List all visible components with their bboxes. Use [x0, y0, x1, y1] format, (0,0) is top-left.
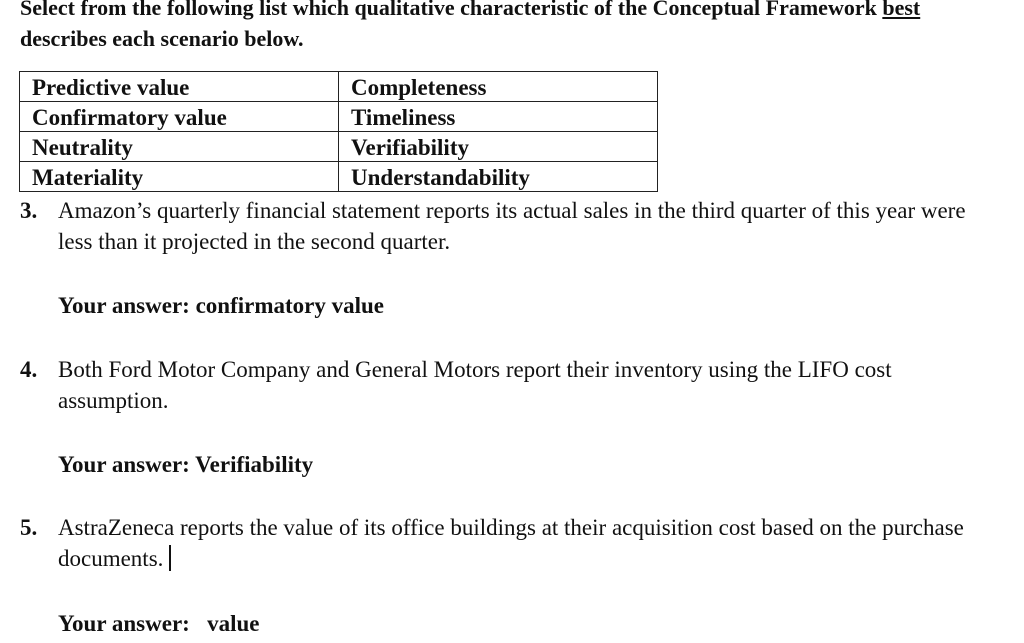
instructions-emphasis: best	[882, 0, 921, 20]
text-cursor	[169, 545, 171, 571]
question-text: Both Ford Motor Company and General Motors report their inventory using the LIFO cost assumption.	[58, 357, 892, 413]
table-cell: Understandability	[339, 162, 658, 192]
table-cell: Verifiability	[339, 132, 658, 162]
table-row	[20, 162, 658, 192]
table-cell: Materiality	[20, 162, 339, 192]
table-cell: Neutrality	[20, 132, 339, 162]
table-cell: Confirmatory value	[20, 102, 339, 132]
instructions-before: Select from the following list which qualitative characteristic of the Conceptual Framework	[20, 0, 883, 20]
table-cell: Completeness	[339, 72, 658, 102]
table-row	[20, 102, 658, 132]
answer-3: Your answer: confirmatory value	[58, 293, 384, 318]
table-row	[20, 72, 658, 102]
instructions-after: describes each scenario below.	[20, 26, 304, 51]
question-text: Amazon’s quarterly financial statement reports its actual sales in the third quarter of this year were less than it projected in the second quarter.	[58, 198, 966, 254]
question-number: 5.	[20, 515, 38, 540]
question-text[interactable]	[58, 512, 1000, 574]
question-number: 3.	[20, 198, 38, 223]
table-cell: Timeliness	[339, 102, 658, 132]
table-cell: Predictive value	[20, 72, 339, 102]
answer-4: Your answer: Verifiability	[58, 452, 314, 477]
question-3	[20, 195, 1000, 257]
question-4	[20, 354, 1000, 416]
characteristics-table	[19, 71, 658, 192]
question-number: 4.	[20, 357, 38, 382]
question-5	[20, 512, 1000, 574]
answer-5[interactable]: Your answer: value	[58, 611, 260, 636]
table-row	[20, 132, 658, 162]
instructions	[20, 0, 1010, 54]
question-text-content: AstraZeneca reports the value of its office buildings at their acquisition cost based on the purchase documents.	[58, 515, 964, 571]
